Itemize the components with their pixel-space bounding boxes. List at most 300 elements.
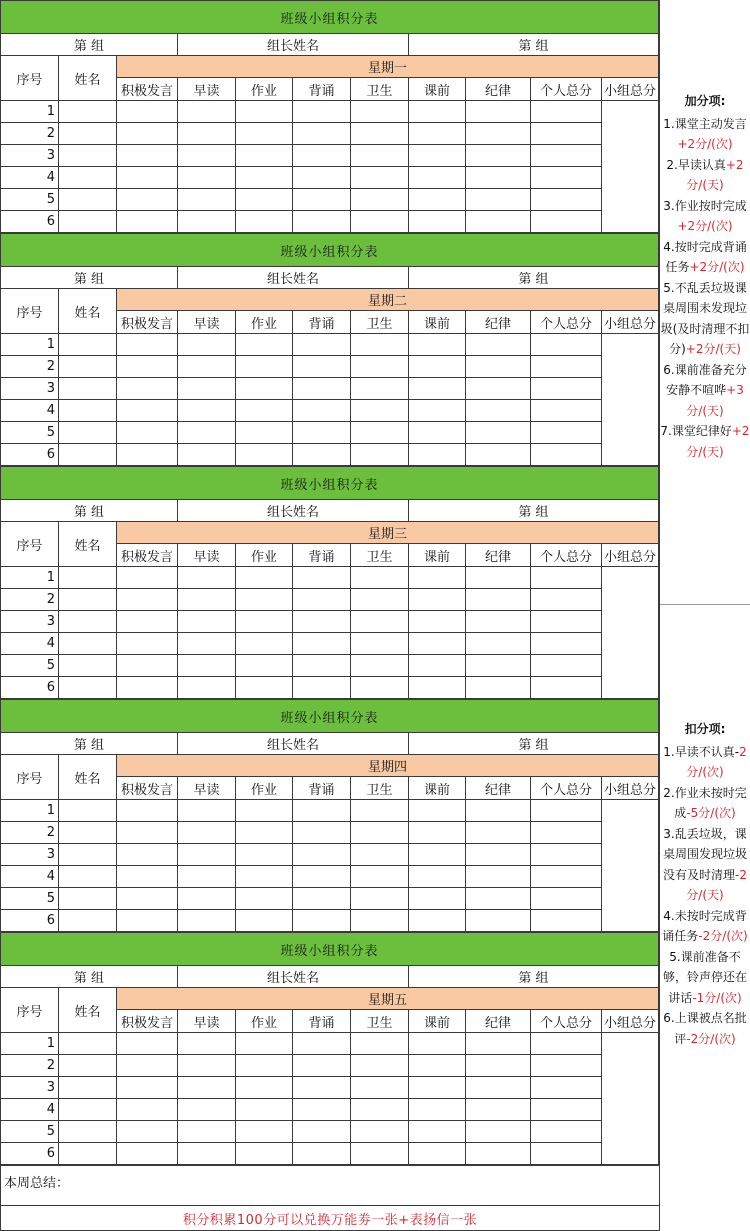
score-cell[interactable] [531, 145, 602, 167]
score-cell[interactable] [409, 822, 466, 844]
group-total-cell[interactable] [602, 1033, 659, 1165]
score-cell[interactable] [351, 866, 409, 888]
group-total-cell[interactable] [602, 334, 659, 466]
score-cell[interactable] [466, 1099, 531, 1121]
score-cell[interactable] [178, 1099, 236, 1121]
score-cell[interactable] [178, 800, 236, 822]
score-cell[interactable] [531, 1121, 602, 1143]
leader-name[interactable]: 组长姓名 [178, 267, 409, 289]
score-cell[interactable] [531, 1099, 602, 1121]
score-cell[interactable] [293, 910, 351, 932]
score-cell[interactable] [236, 189, 293, 211]
score-cell[interactable] [178, 866, 236, 888]
score-cell[interactable] [59, 444, 117, 466]
score-cell[interactable] [531, 866, 602, 888]
score-cell[interactable] [236, 888, 293, 910]
score-cell[interactable] [59, 1099, 117, 1121]
score-cell[interactable] [351, 910, 409, 932]
score-cell[interactable] [466, 378, 531, 400]
score-cell[interactable] [409, 334, 466, 356]
score-cell[interactable] [178, 888, 236, 910]
score-cell[interactable] [117, 400, 178, 422]
score-cell[interactable] [236, 655, 293, 677]
score-cell[interactable] [466, 677, 531, 699]
score-cell[interactable] [409, 1077, 466, 1099]
column-header: 课前 [409, 1010, 466, 1033]
score-cell[interactable] [531, 444, 602, 466]
score-cell[interactable] [466, 910, 531, 932]
score-cell[interactable] [236, 1077, 293, 1099]
group-number-right[interactable]: 第 组 [409, 267, 659, 289]
score-cell[interactable] [351, 888, 409, 910]
score-cell[interactable] [117, 145, 178, 167]
score-cell[interactable] [59, 611, 117, 633]
score-cell[interactable] [117, 422, 178, 444]
leader-name[interactable]: 组长姓名 [178, 500, 409, 522]
score-cell[interactable] [236, 1033, 293, 1055]
score-cell[interactable] [117, 211, 178, 233]
score-cell[interactable] [293, 400, 351, 422]
group-number-right[interactable]: 第 组 [409, 733, 659, 755]
score-cell[interactable] [117, 844, 178, 866]
group-number-right[interactable]: 第 组 [409, 500, 659, 522]
score-cell[interactable] [236, 677, 293, 699]
score-cell[interactable] [409, 189, 466, 211]
score-cell[interactable] [59, 866, 117, 888]
score-cell[interactable] [351, 444, 409, 466]
score-cell[interactable] [178, 145, 236, 167]
score-cell[interactable] [59, 677, 117, 699]
score-cell[interactable] [117, 378, 178, 400]
score-cell[interactable] [178, 589, 236, 611]
score-cell[interactable] [466, 611, 531, 633]
score-cell[interactable] [531, 334, 602, 356]
score-cell[interactable] [351, 822, 409, 844]
score-cell[interactable] [117, 655, 178, 677]
score-cell[interactable] [466, 1077, 531, 1099]
score-cell[interactable] [409, 866, 466, 888]
score-cell[interactable] [466, 655, 531, 677]
score-cell[interactable] [531, 567, 602, 589]
score-cell[interactable] [59, 378, 117, 400]
score-cell[interactable] [236, 822, 293, 844]
score-cell[interactable] [293, 1033, 351, 1055]
score-cell[interactable] [466, 189, 531, 211]
score-cell[interactable] [178, 1055, 236, 1077]
score-cell[interactable] [409, 655, 466, 677]
score-cell[interactable] [236, 866, 293, 888]
score-cell[interactable] [531, 888, 602, 910]
leader-name[interactable]: 组长姓名 [178, 733, 409, 755]
score-cell[interactable] [466, 356, 531, 378]
score-cell[interactable] [117, 910, 178, 932]
score-cell[interactable] [531, 400, 602, 422]
score-cell[interactable] [178, 422, 236, 444]
score-cell[interactable] [178, 822, 236, 844]
score-cell[interactable] [117, 611, 178, 633]
score-cell[interactable] [466, 400, 531, 422]
score-cell[interactable] [351, 1121, 409, 1143]
score-cell[interactable] [178, 189, 236, 211]
score-cell[interactable] [117, 189, 178, 211]
score-cell[interactable] [466, 422, 531, 444]
score-cell[interactable] [351, 1099, 409, 1121]
score-cell[interactable] [293, 822, 351, 844]
score-cell[interactable] [59, 422, 117, 444]
score-cell[interactable] [236, 378, 293, 400]
score-cell[interactable] [293, 633, 351, 655]
score-cell[interactable] [409, 589, 466, 611]
score-cell[interactable] [466, 1055, 531, 1077]
score-cell[interactable] [236, 1099, 293, 1121]
score-cell[interactable] [409, 1055, 466, 1077]
score-cell[interactable] [531, 633, 602, 655]
score-cell[interactable] [236, 334, 293, 356]
score-cell[interactable] [531, 677, 602, 699]
score-cell[interactable] [351, 633, 409, 655]
score-cell[interactable] [409, 211, 466, 233]
score-cell[interactable] [293, 167, 351, 189]
score-cell[interactable] [409, 123, 466, 145]
score-cell[interactable] [409, 400, 466, 422]
score-cell[interactable] [178, 1143, 236, 1165]
score-cell[interactable] [59, 633, 117, 655]
score-cell[interactable] [117, 1143, 178, 1165]
score-cell[interactable] [409, 444, 466, 466]
score-cell[interactable] [117, 1033, 178, 1055]
score-cell[interactable] [293, 356, 351, 378]
score-cell[interactable] [178, 655, 236, 677]
score-cell[interactable] [466, 123, 531, 145]
score-cell[interactable] [59, 101, 117, 123]
score-cell[interactable] [117, 334, 178, 356]
group-total-cell[interactable] [602, 800, 659, 932]
group-number-left[interactable]: 第 组 [1, 733, 178, 755]
score-cell[interactable] [409, 1143, 466, 1165]
score-cell[interactable] [293, 888, 351, 910]
score-cell[interactable] [178, 101, 236, 123]
score-cell[interactable] [531, 1143, 602, 1165]
score-cell[interactable] [178, 400, 236, 422]
score-cell[interactable] [531, 167, 602, 189]
score-cell[interactable] [236, 633, 293, 655]
group-number-right[interactable]: 第 组 [409, 34, 659, 56]
column-header: 卫生 [351, 78, 409, 101]
leader-name[interactable]: 组长姓名 [178, 34, 409, 56]
score-cell[interactable] [531, 1055, 602, 1077]
score-cell[interactable] [293, 800, 351, 822]
score-cell[interactable] [409, 1099, 466, 1121]
score-cell[interactable] [178, 334, 236, 356]
score-cell[interactable] [59, 167, 117, 189]
score-cell[interactable] [59, 1143, 117, 1165]
score-cell[interactable] [178, 910, 236, 932]
score-cell[interactable] [351, 211, 409, 233]
score-cell[interactable] [531, 422, 602, 444]
score-cell[interactable] [117, 444, 178, 466]
score-cell[interactable] [293, 444, 351, 466]
score-cell[interactable] [293, 866, 351, 888]
score-cell[interactable] [351, 1143, 409, 1165]
score-cell[interactable] [59, 888, 117, 910]
score-cell[interactable] [59, 1055, 117, 1077]
score-cell[interactable] [409, 145, 466, 167]
score-cell[interactable] [531, 378, 602, 400]
leader-name[interactable]: 组长姓名 [178, 966, 409, 988]
score-cell[interactable] [293, 589, 351, 611]
score-cell[interactable] [117, 800, 178, 822]
score-cell[interactable] [466, 145, 531, 167]
score-cell[interactable] [466, 101, 531, 123]
score-cell[interactable] [236, 211, 293, 233]
score-cell[interactable] [466, 866, 531, 888]
score-cell[interactable] [351, 334, 409, 356]
score-cell[interactable] [351, 123, 409, 145]
score-cell[interactable] [117, 589, 178, 611]
score-cell[interactable] [466, 211, 531, 233]
score-cell[interactable] [351, 611, 409, 633]
score-cell[interactable] [59, 123, 117, 145]
score-cell[interactable] [351, 844, 409, 866]
score-cell[interactable] [466, 1143, 531, 1165]
score-cell[interactable] [351, 800, 409, 822]
score-cell[interactable] [531, 123, 602, 145]
score-cell[interactable] [236, 356, 293, 378]
score-cell[interactable] [236, 1143, 293, 1165]
group-number-left[interactable]: 第 组 [1, 267, 178, 289]
score-cell[interactable] [178, 1033, 236, 1055]
score-cell[interactable] [466, 334, 531, 356]
score-cell[interactable] [409, 800, 466, 822]
score-cell[interactable] [178, 567, 236, 589]
score-cell[interactable] [59, 1077, 117, 1099]
score-cell[interactable] [117, 1077, 178, 1099]
score-cell[interactable] [409, 910, 466, 932]
score-cell[interactable] [236, 167, 293, 189]
score-cell[interactable] [236, 400, 293, 422]
score-cell[interactable] [293, 1121, 351, 1143]
score-cell[interactable] [293, 101, 351, 123]
score-cell[interactable] [59, 145, 117, 167]
score-cell[interactable] [466, 844, 531, 866]
score-cell[interactable] [351, 655, 409, 677]
score-cell[interactable] [117, 866, 178, 888]
score-cell[interactable] [466, 167, 531, 189]
score-cell[interactable] [351, 422, 409, 444]
score-cell[interactable] [178, 378, 236, 400]
score-cell[interactable] [409, 844, 466, 866]
score-cell[interactable] [178, 356, 236, 378]
score-cell[interactable] [409, 888, 466, 910]
score-cell[interactable] [293, 334, 351, 356]
score-cell[interactable] [466, 444, 531, 466]
score-cell[interactable] [293, 422, 351, 444]
group-number-left[interactable]: 第 组 [1, 34, 178, 56]
score-cell[interactable] [409, 356, 466, 378]
score-cell[interactable] [293, 1099, 351, 1121]
score-cell[interactable] [59, 910, 117, 932]
score-cell[interactable] [351, 400, 409, 422]
group-number-right[interactable]: 第 组 [409, 966, 659, 988]
score-cell[interactable] [409, 633, 466, 655]
score-cell[interactable] [117, 167, 178, 189]
score-cell[interactable] [178, 611, 236, 633]
score-cell[interactable] [117, 123, 178, 145]
score-cell[interactable] [236, 589, 293, 611]
score-cell[interactable] [293, 145, 351, 167]
score-cell[interactable] [236, 567, 293, 589]
table-row [1, 444, 659, 466]
score-cell[interactable] [236, 145, 293, 167]
score-cell[interactable] [117, 822, 178, 844]
score-cell[interactable] [351, 677, 409, 699]
score-cell[interactable] [351, 145, 409, 167]
score-cell[interactable] [117, 1055, 178, 1077]
score-cell[interactable] [351, 1033, 409, 1055]
score-cell[interactable] [236, 1055, 293, 1077]
rule-text: 2.早读认真 [666, 157, 726, 172]
score-cell[interactable] [409, 378, 466, 400]
score-cell[interactable] [466, 888, 531, 910]
score-cell[interactable] [59, 655, 117, 677]
score-cell[interactable] [178, 677, 236, 699]
score-cell[interactable] [236, 123, 293, 145]
score-cell[interactable] [178, 167, 236, 189]
score-cell[interactable] [59, 589, 117, 611]
score-cell[interactable] [409, 167, 466, 189]
score-cell[interactable] [117, 677, 178, 699]
score-cell[interactable] [178, 444, 236, 466]
group-total-cell[interactable] [602, 567, 659, 699]
score-cell[interactable] [178, 633, 236, 655]
group-number-left[interactable]: 第 组 [1, 966, 178, 988]
score-cell[interactable] [117, 888, 178, 910]
score-cell[interactable] [351, 189, 409, 211]
score-cell[interactable] [466, 567, 531, 589]
score-cell[interactable] [466, 800, 531, 822]
score-cell[interactable] [293, 123, 351, 145]
score-cell[interactable] [531, 655, 602, 677]
score-cell[interactable] [178, 123, 236, 145]
score-cell[interactable] [531, 800, 602, 822]
score-cell[interactable] [409, 567, 466, 589]
score-cell[interactable] [293, 1077, 351, 1099]
score-cell[interactable] [59, 334, 117, 356]
score-cell[interactable] [531, 822, 602, 844]
score-cell[interactable] [59, 800, 117, 822]
score-cell[interactable] [409, 422, 466, 444]
score-cell[interactable] [293, 1055, 351, 1077]
score-cell[interactable] [178, 1077, 236, 1099]
score-cell[interactable] [59, 844, 117, 866]
column-header: 小组总分 [602, 311, 659, 334]
score-cell[interactable] [531, 356, 602, 378]
summary-label[interactable]: 本周总结： [1, 1166, 660, 1206]
score-cell[interactable] [236, 611, 293, 633]
score-cell[interactable] [351, 167, 409, 189]
score-cell[interactable] [351, 101, 409, 123]
score-cell[interactable] [293, 655, 351, 677]
score-cell[interactable] [117, 356, 178, 378]
score-cell[interactable] [59, 189, 117, 211]
score-cell[interactable] [236, 422, 293, 444]
score-cell[interactable] [531, 1077, 602, 1099]
score-cell[interactable] [59, 356, 117, 378]
column-header: 小组总分 [602, 777, 659, 800]
score-cell[interactable] [59, 1121, 117, 1143]
score-cell[interactable] [531, 101, 602, 123]
score-cell[interactable] [531, 611, 602, 633]
score-cell[interactable] [178, 211, 236, 233]
score-cell[interactable] [117, 1099, 178, 1121]
row-number: 5 [1, 422, 59, 444]
score-cell[interactable] [117, 1121, 178, 1143]
score-cell[interactable] [531, 189, 602, 211]
score-cell[interactable] [117, 633, 178, 655]
score-cell[interactable] [117, 101, 178, 123]
score-cell[interactable] [236, 910, 293, 932]
score-cell[interactable] [59, 211, 117, 233]
score-cell[interactable] [59, 567, 117, 589]
score-cell[interactable] [531, 1033, 602, 1055]
score-cell[interactable] [466, 822, 531, 844]
score-cell[interactable] [236, 800, 293, 822]
score-cell[interactable] [178, 1121, 236, 1143]
score-cell[interactable] [531, 589, 602, 611]
score-cell[interactable] [59, 1033, 117, 1055]
score-cell[interactable] [293, 211, 351, 233]
score-cell[interactable] [351, 589, 409, 611]
score-cell[interactable] [59, 400, 117, 422]
score-cell[interactable] [236, 844, 293, 866]
score-cell[interactable] [466, 633, 531, 655]
score-cell[interactable] [59, 822, 117, 844]
score-cell[interactable] [531, 910, 602, 932]
score-cell[interactable] [466, 1033, 531, 1055]
score-cell[interactable] [117, 567, 178, 589]
group-total-cell[interactable] [602, 101, 659, 233]
score-cell[interactable] [351, 567, 409, 589]
score-cell[interactable] [409, 101, 466, 123]
score-cell[interactable] [236, 101, 293, 123]
score-cell[interactable] [466, 1121, 531, 1143]
score-cell[interactable] [531, 844, 602, 866]
score-cell[interactable] [236, 1121, 293, 1143]
score-cell[interactable] [178, 844, 236, 866]
score-cell[interactable] [293, 567, 351, 589]
score-cell[interactable] [293, 189, 351, 211]
score-cell[interactable] [466, 589, 531, 611]
score-cell[interactable] [293, 1143, 351, 1165]
score-cell[interactable] [293, 677, 351, 699]
row-number: 1 [1, 101, 59, 123]
score-cell[interactable] [351, 1055, 409, 1077]
score-cell[interactable] [351, 378, 409, 400]
score-cell[interactable] [531, 211, 602, 233]
score-cell[interactable] [409, 677, 466, 699]
score-cell[interactable] [409, 1121, 466, 1143]
score-cell[interactable] [409, 1033, 466, 1055]
score-cell[interactable] [236, 444, 293, 466]
score-cell[interactable] [351, 1077, 409, 1099]
score-cell[interactable] [351, 356, 409, 378]
score-cell[interactable] [409, 611, 466, 633]
score-cell[interactable] [293, 611, 351, 633]
column-header: 积极发言 [117, 544, 178, 567]
group-number-left[interactable]: 第 组 [1, 500, 178, 522]
score-cell[interactable] [293, 378, 351, 400]
score-cell[interactable] [293, 844, 351, 866]
